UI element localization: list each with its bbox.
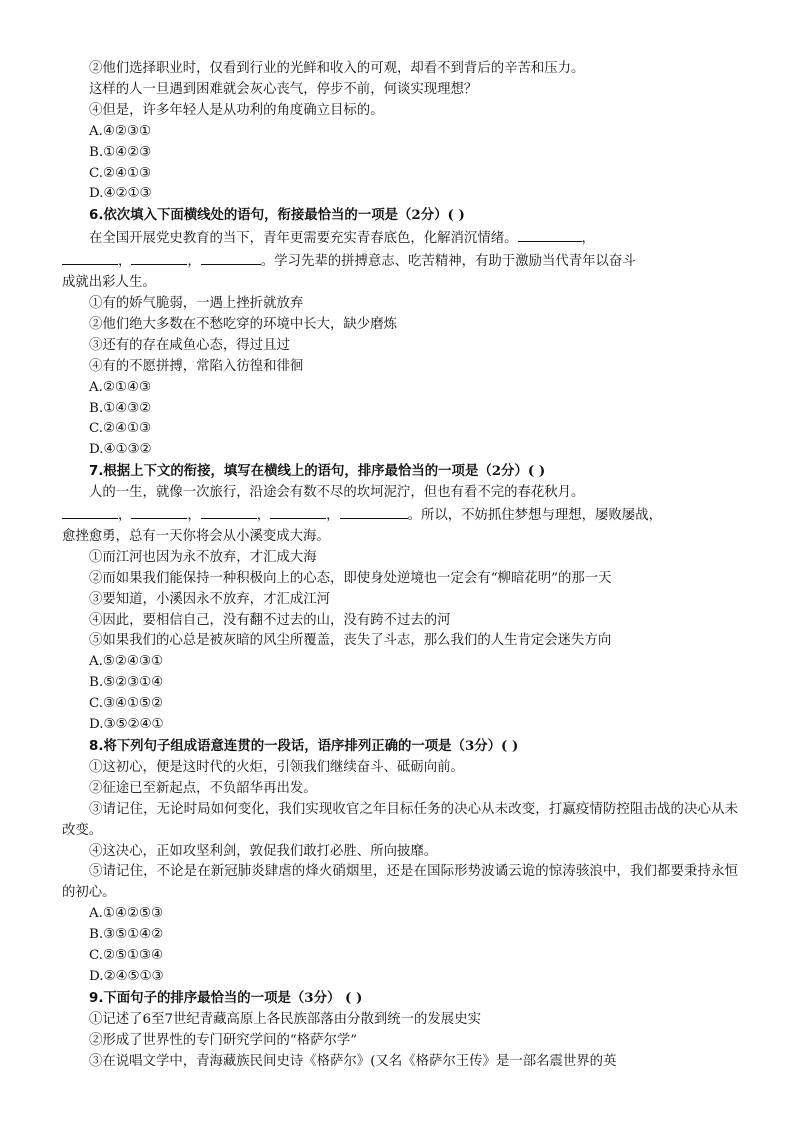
q7-blank-4[interactable] [270,504,326,519]
q8-option-c: C.②⑤①③④ [89,948,164,964]
q7-item-2: ②而如果我们能保持一种积极向上的心态，即使身处逆境也一定会有“柳暗花明”的那一天 [89,570,612,586]
q5-item-2: ②他们选择职业时，仅看到行业的光鲜和收入的可观，却看不到背后的辛苦和压力。 [89,61,585,76]
q9-item-2: ②形成了世界性的专门研究学问的“格萨尔学” [89,1032,358,1048]
q7-item-3: ③要知道，小溪因永不放弃，才汇成江河 [89,591,331,607]
q7-number: 7. [89,464,104,480]
exam-page [62,59,738,1073]
q7-blank-2[interactable] [131,504,187,519]
q7-option-d: D.③⑤②④① [89,717,164,733]
q9-item-1: ①记述了6至7世纪青藏高原上各民族部落由分散到统一的发展史实 [89,1011,481,1027]
q7-title [62,461,738,483]
q6-item-3: ③还有的存在咸鱼心态，得过且过 [89,337,290,353]
q8-title-text: 将下列句子组成语意连贯的一段话，语序排列正确的一项是（3分）( ) [103,738,519,754]
q7-paragraph-line-1: 人的一生，就像一次旅行，沿途会有数不尽的坎坷泥泞，但也有看不完的春花秋月。 [89,485,585,501]
q6-para-end: 。学习先辈的拼搏意志、吃苦精神，有助于激励当代青年以奋斗 [260,254,636,270]
q6-paragraph-line-2: ， ， 。学习先辈的拼搏意志、吃苦精神，有助于激励当代青年以奋斗 [62,250,738,273]
q9-item-3: ③在说唱文学中，青海藏族民间史诗《格萨尔》(又名《格萨尔王传》是一部名震世界的英 [89,1053,617,1069]
q6-option-a: A.②①④③ [89,379,151,395]
q6-option-d: D.④①③② [89,442,152,458]
q6-blank-2[interactable] [62,250,118,265]
q5-option-c: C.②④①③ [89,165,152,181]
q6-title [62,205,738,227]
q5-option-d: D.④②①③ [89,186,152,202]
q7-item-5: ⑤如果我们的心总是被灰暗的风尘所覆盖，丧失了斗志，那么我们的人生肯定会迷失方向 [89,633,612,649]
q9-title [62,988,738,1010]
q7-item-1: ①而江河也因为永不放弃，才汇成大海 [89,549,317,565]
q6-option-b: B.①④③② [89,400,152,416]
q7-paragraph-line-2: ， ， ， ， 。所以，不妨抓住梦想与理想，屡败屡战， [62,504,738,527]
q8-item-3: ③请记住，无论时局如何变化，我们实现收官之年目标任务的决心从未改变，打赢疫情防控阻击战的决心从未改变。 [62,801,738,838]
q7-item-4: ④因此，要相信自己，没有翻不过去的山，没有跨不过去的河 [89,612,451,628]
q7-blank-3[interactable] [201,504,257,519]
q6-paragraph-line-1: 在全国开展党史教育的当下，青年更需要充实青春底色，化解消沉情绪。 ， [62,227,738,250]
q7-blank-1[interactable] [62,504,118,519]
q6-paragraph-line-3: 成就出彩人生。 [62,275,156,291]
q6-title-text: 依次填入下面横线处的语句，衔接最恰当的一项是（2分）( ) [103,207,465,224]
q6-item-1: ①有的娇气脆弱，一遇上挫折就放弃 [89,295,304,311]
q5-item-4: ④但是，许多年轻人是从功利的角度确立目标的。 [89,102,384,118]
q8-option-a: A.①④②⑤③ [89,906,163,922]
q7-option-b: B.⑤②③①④ [89,675,164,691]
q8-title [62,736,738,758]
q6-blank-1[interactable] [518,227,582,242]
q7-blank-5[interactable] [340,504,408,519]
q6-number: 6. [89,208,104,224]
q7-para-end: 。所以，不妨抓住梦想与理想，屡败屡战， [407,508,662,524]
q7-paragraph-line-3: 愈挫愈勇，总有一天你将会从小溪变成大海。 [62,528,330,544]
q6-blank-3[interactable] [131,250,187,265]
q8-number: 8. [89,739,104,754]
q7-title-text: 根据上下文的衔接，填写在横线上的语句，排序最恰当的一项是（2分）( ) [103,463,546,480]
q6-option-c: C.②④①③ [89,421,152,437]
q9-title-text: 下面句子的排序最恰当的一项是（3分） ( ) [103,989,363,1006]
q5-item-3: 这样的人一旦遇到困难就会灰心丧气，停步不前，何谈实现理想？ [89,81,478,97]
q8-option-b: B.③⑤①④② [89,927,164,943]
q6-blank-4[interactable] [201,250,261,265]
q7-option-c: C.③④①⑤② [89,696,164,712]
q6-para-start: 在全国开展党史教育的当下，青年更需要充实青春底色，化解消沉情绪。 [89,231,518,247]
q6-item-4: ④有的不愿拼搏，常陷入彷徨和徘徊 [89,358,304,374]
q7-option-a: A.⑤②④③① [89,654,163,670]
q8-option-d: D.②④⑤①③ [89,968,164,984]
q8-item-4: ④这决心，正如攻坚利剑，敦促我们敢打必胜、所向披靡。 [89,843,438,859]
q5-option-a: A.④②③① [89,123,151,139]
q5-option-b: B.①④②③ [89,144,152,160]
q8-item-5: ⑤请记住，不论是在新冠肺炎肆虐的烽火硝烟里，还是在国际形势波谲云诡的惊涛骇浪中，我们都要秉持永恒的初心。 [62,864,738,901]
q6-item-2: ②他们绝大多数在不愁吃穿的环境中长大，缺少磨炼 [89,316,397,332]
q8-item-1: ①这初心，便是这时代的火炬，引领我们继续奋斗、砥砺向前。 [89,759,464,775]
q8-item-2: ②征途已至新起点，不负韶华再出发。 [89,780,317,796]
q9-number: 9. [89,990,104,1006]
